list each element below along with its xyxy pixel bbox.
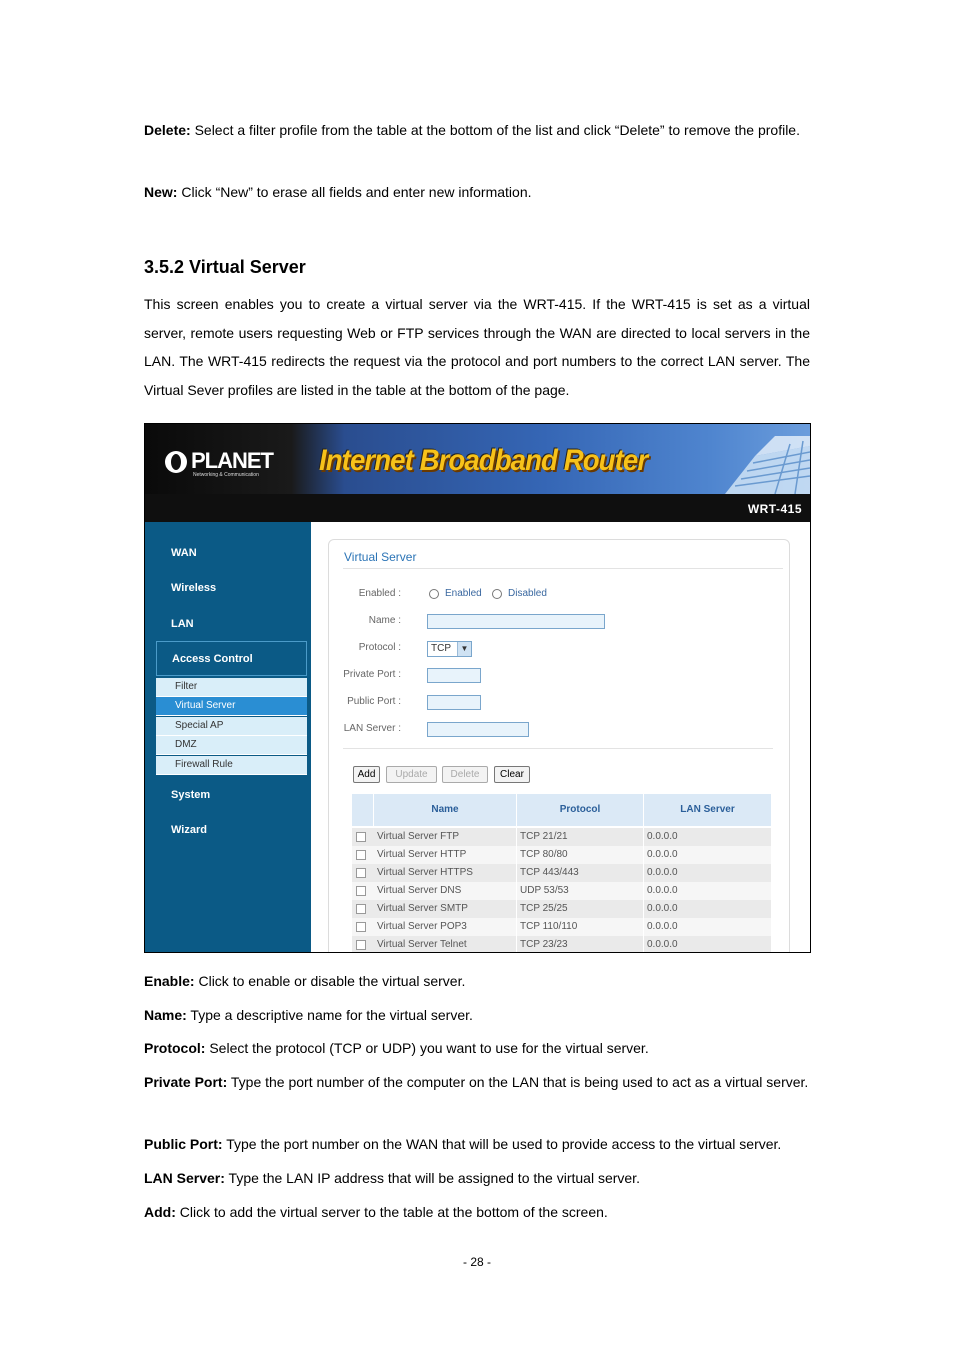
desc-new: Click “New” to erase all fields and enter new information. bbox=[177, 184, 532, 200]
row-name: Virtual Server HTTP bbox=[374, 846, 517, 864]
row-checkbox[interactable] bbox=[356, 940, 366, 950]
section-heading: 3.5.2 Virtual Server bbox=[144, 257, 306, 277]
router-banner bbox=[145, 424, 810, 494]
def-term: Enable: bbox=[144, 973, 195, 989]
row-checkbox[interactable] bbox=[356, 904, 366, 914]
row-lan-server: 0.0.0.0 bbox=[644, 828, 772, 846]
def-text: Click to add the virtual server to the table at the bottom of the screen. bbox=[175, 1204, 608, 1220]
enabled-option-label: Enabled bbox=[445, 588, 482, 599]
row-name: Virtual Server POP3 bbox=[374, 918, 517, 936]
model-bar bbox=[145, 494, 810, 522]
table-row bbox=[352, 918, 772, 936]
virtual-server-panel bbox=[328, 539, 790, 953]
nav-access-control[interactable]: Access Control bbox=[156, 641, 307, 676]
def-private-port bbox=[144, 1068, 810, 1097]
nav-wizard[interactable]: Wizard bbox=[171, 824, 207, 836]
nav-wireless[interactable]: Wireless bbox=[171, 582, 217, 594]
nav-sub-virtual-server[interactable]: Virtual Server bbox=[156, 697, 307, 716]
para-delete bbox=[144, 116, 810, 145]
table-header-lan-server: LAN Server bbox=[644, 794, 772, 826]
enabled-label: Enabled : bbox=[358, 588, 401, 599]
row-lan-server: 0.0.0.0 bbox=[644, 846, 772, 864]
row-lan-server: 0.0.0.0 bbox=[644, 900, 772, 918]
intro-paragraph: This screen enables you to create a virtual server via the WRT-415. If the WRT-415 is set as a virtual server, remote users requesting Web or FTP services through the WAN are directed to local servers in the LAN. The WRT-415 redirects the request via the protocol and port numbers to the correct LAN server. The Virtual Sever profiles are listed in the table at the bottom of the page. bbox=[144, 296, 810, 398]
protocol-value: TCP bbox=[431, 643, 451, 654]
def-text: Click to enable or disable the virtual server. bbox=[194, 973, 466, 989]
clear-button[interactable]: Clear bbox=[494, 766, 530, 783]
sidebar bbox=[145, 522, 311, 953]
table-header-select bbox=[352, 794, 374, 826]
banner-title: Internet Broadband Router bbox=[319, 444, 648, 477]
para-new bbox=[144, 178, 810, 207]
table-row bbox=[352, 882, 772, 900]
table-row bbox=[352, 900, 772, 918]
lan-server-label: LAN Server : bbox=[343, 723, 401, 734]
table-header-name: Name bbox=[374, 794, 517, 826]
row-checkbox[interactable] bbox=[356, 832, 366, 842]
def-public-port bbox=[144, 1130, 810, 1159]
row-name: Virtual Server FTP bbox=[374, 828, 517, 846]
name-label: Name : bbox=[368, 615, 401, 626]
row-protocol: UDP 53/53 bbox=[517, 882, 644, 900]
row-checkbox[interactable] bbox=[356, 922, 366, 932]
row-checkbox[interactable] bbox=[356, 886, 366, 896]
row-protocol: TCP 443/443 bbox=[517, 864, 644, 882]
table-row bbox=[352, 864, 772, 882]
def-term: Add: bbox=[144, 1204, 176, 1220]
content-area bbox=[311, 522, 810, 953]
def-add bbox=[144, 1198, 810, 1227]
def-text: Type the LAN IP address that will be assigned to the virtual server. bbox=[224, 1170, 640, 1186]
desc-delete: Select a filter profile from the table at the bottom of the list and click “Delete” to remove the profile. bbox=[190, 122, 800, 138]
row-protocol: TCP 80/80 bbox=[517, 846, 644, 864]
protocol-select[interactable] bbox=[427, 641, 472, 657]
def-name bbox=[144, 1001, 810, 1030]
enabled-radio[interactable] bbox=[429, 589, 439, 599]
def-text: Select the protocol (TCP or UDP) you want to use for the virtual server. bbox=[205, 1040, 649, 1056]
page-number: - 28 - bbox=[462, 1255, 491, 1269]
public-port-label: Public Port : bbox=[347, 696, 401, 707]
def-term: Protocol: bbox=[144, 1040, 206, 1056]
row-protocol: TCP 25/25 bbox=[517, 900, 644, 918]
model-label: WRT-415 bbox=[747, 502, 802, 516]
def-text: Type the port number of the computer on the LAN that is being used to act as a virtual server. bbox=[227, 1074, 809, 1090]
nav-system[interactable]: System bbox=[171, 789, 211, 801]
chevron-down-icon[interactable]: ▼ bbox=[457, 642, 471, 656]
nav-sub-filter[interactable]: Filter bbox=[156, 678, 307, 697]
nav-sub-dmz[interactable]: DMZ bbox=[156, 736, 307, 755]
nav-sub-special-ap[interactable]: Special AP bbox=[156, 717, 307, 736]
public-port-input[interactable] bbox=[427, 695, 481, 710]
row-lan-server: 0.0.0.0 bbox=[644, 882, 772, 900]
nav-sub-firewall-rule[interactable]: Firewall Rule bbox=[156, 756, 307, 775]
add-button[interactable]: Add bbox=[353, 766, 380, 783]
name-input[interactable] bbox=[427, 614, 605, 629]
table-header-protocol: Protocol bbox=[517, 794, 644, 826]
def-text: Type the port number on the WAN that will be used to provide access to the virtual server. bbox=[222, 1136, 782, 1152]
disabled-option-label: Disabled bbox=[508, 588, 547, 599]
title-divider bbox=[343, 568, 783, 569]
def-term: LAN Server: bbox=[144, 1170, 225, 1186]
row-name: Virtual Server DNS bbox=[374, 882, 517, 900]
planet-logo-sub: Networking & Communication bbox=[193, 472, 259, 478]
table-row bbox=[352, 936, 772, 953]
row-name: Virtual Server SMTP bbox=[374, 900, 517, 918]
row-name: Virtual Server Telnet bbox=[374, 936, 517, 953]
row-lan-server: 0.0.0.0 bbox=[644, 864, 772, 882]
term-delete: Delete: bbox=[144, 122, 191, 138]
router-screenshot bbox=[144, 423, 811, 953]
table-row bbox=[352, 828, 772, 846]
planet-logo: PLANET bbox=[191, 448, 273, 473]
def-term: Private Port: bbox=[144, 1074, 228, 1090]
row-protocol: TCP 23/23 bbox=[517, 936, 644, 953]
def-term: Name: bbox=[144, 1007, 187, 1023]
table-row bbox=[352, 846, 772, 864]
private-port-input[interactable] bbox=[427, 668, 481, 683]
row-protocol: TCP 110/110 bbox=[517, 918, 644, 936]
planet-logo-icon bbox=[165, 451, 187, 473]
row-protocol: TCP 21/21 bbox=[517, 828, 644, 846]
row-lan-server: 0.0.0.0 bbox=[644, 918, 772, 936]
row-checkbox[interactable] bbox=[356, 868, 366, 878]
form-divider bbox=[343, 748, 773, 749]
private-port-label: Private Port : bbox=[343, 669, 401, 680]
protocol-label: Protocol : bbox=[358, 642, 401, 653]
nav-lan[interactable]: LAN bbox=[171, 618, 194, 630]
term-new: New: bbox=[144, 184, 178, 200]
row-name: Virtual Server HTTPS bbox=[374, 864, 517, 882]
panel-title: Virtual Server bbox=[344, 550, 417, 564]
row-lan-server: 0.0.0.0 bbox=[644, 936, 772, 953]
lan-server-input[interactable] bbox=[427, 722, 529, 737]
def-protocol bbox=[144, 1034, 810, 1063]
nav-wan[interactable]: WAN bbox=[171, 547, 197, 559]
update-button[interactable]: Update bbox=[386, 766, 437, 783]
row-checkbox[interactable] bbox=[356, 850, 366, 860]
disabled-radio[interactable] bbox=[492, 589, 502, 599]
def-term: Public Port: bbox=[144, 1136, 223, 1152]
def-text: Type a descriptive name for the virtual server. bbox=[186, 1007, 473, 1023]
delete-button[interactable]: Delete bbox=[442, 766, 488, 783]
building-graphic-icon bbox=[705, 436, 810, 494]
def-lan-server bbox=[144, 1164, 810, 1193]
def-enable bbox=[144, 967, 810, 996]
